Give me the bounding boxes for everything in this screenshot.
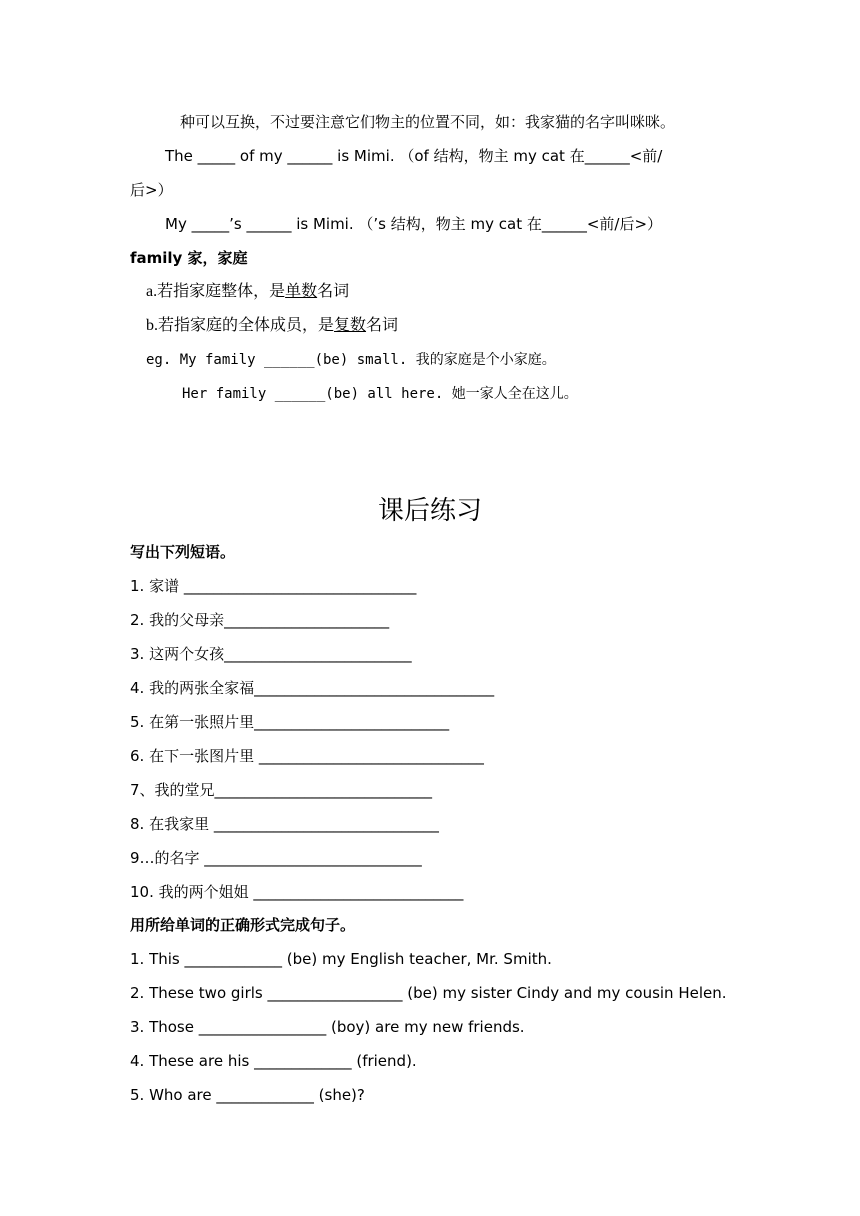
phrase-item: 1. 家谱 _______________________________ [130, 577, 417, 595]
example-1: eg. My family ______(be) small. 我的家庭是个小家庭。 [146, 352, 556, 368]
grammar-line-3: 后>） [130, 181, 173, 199]
phrase-item: 4. 我的两张全家福________________________________ [130, 679, 495, 697]
family-heading: family 家，家庭 [130, 249, 248, 267]
phrase-item: 6. 在下一张图片里 ______________________________ [130, 747, 484, 765]
rule-a-prefix: a.若指家庭整体，是 [146, 283, 286, 300]
phrase-item: 3. 这两个女孩_________________________ [130, 645, 412, 663]
phrase-item: 10. 我的两个姐姐 ____________________________ [130, 883, 464, 901]
phrase-item: 7、我的堂兄_____________________________ [130, 781, 433, 799]
rule-a-suffix: 名词 [317, 283, 350, 300]
section-2-heading: 用所给单词的正确形式完成句子。 [130, 916, 356, 934]
rule-b-suffix: 名词 [366, 317, 399, 334]
rule-a [146, 282, 349, 302]
sentence-item: 3. Those _________________ (boy) are my new friends. [130, 1018, 525, 1036]
phrase-item: 9…的名字 _____________________________ [130, 849, 422, 867]
sentence-item: 5. Who are _____________ (she)? [130, 1086, 365, 1104]
sentence-item: 4. These are his _____________ (friend). [130, 1052, 417, 1070]
section-1-heading: 写出下列短语。 [130, 543, 236, 561]
grammar-line-2: The _____ of my ______ is Mimi. （of 结构，物主 my cat 在______<前/ [165, 147, 663, 165]
example-2: Her family ______(be) all here. 她一家人全在这儿。 [182, 386, 578, 402]
exercise-title: 课后练习 [377, 496, 482, 526]
rule-b-prefix: b.若指家庭的全体成员，是 [146, 317, 335, 334]
grammar-line-1: 种可以互换，不过要注意它们物主的位置不同，如：我家猫的名字叫咪咪。 [180, 113, 676, 131]
sentence-item: 1. This _____________ (be) my English teacher, Mr. Smith. [130, 950, 552, 968]
rule-a-keyword: 单数 [285, 283, 318, 300]
sentence-item: 2. These two girls __________________ (be) my sister Cindy and my cousin Helen. [130, 984, 727, 1002]
phrase-item: 8. 在我家里 ______________________________ [130, 815, 439, 833]
phrase-item: 5. 在第一张照片里__________________________ [130, 713, 450, 731]
rule-b [146, 316, 398, 336]
rule-b-keyword: 复数 [334, 317, 367, 334]
grammar-line-4: My _____’s ______ is Mimi. （’s 结构，物主 my cat 在______<前/后>） [165, 215, 663, 233]
phrase-item: 2. 我的父母亲______________________ [130, 611, 390, 629]
